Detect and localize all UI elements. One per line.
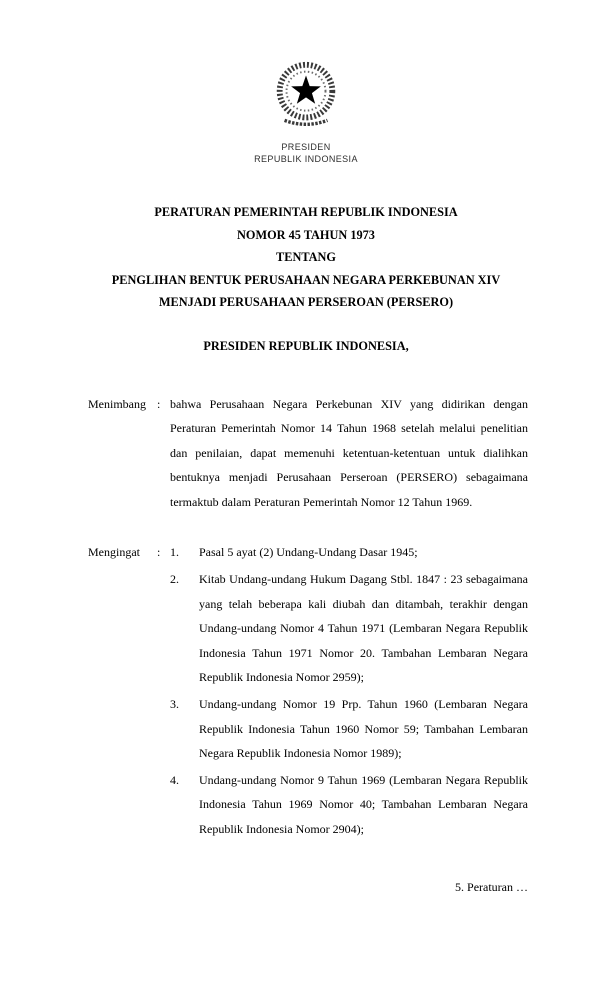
page-continuation-note: 5. Peraturan …: [455, 880, 528, 894]
item-text: Kitab Undang-undang Hukum Dagang Stbl. 1847 : 23 sebagaimana yang telah beberapa kali diubah dan ditambah, terakhir dengan Undang-undang Nomor 4 Tahun 1971 (Lembaran Negara Republik Indonesia Tahun 1971 Nomor 20. Tambahan Lembaran Negara Republik Indonesia Nomor 2959);: [199, 572, 528, 685]
item-number: 1.: [170, 545, 179, 560]
title-line-5: MENJADI PERUSAHAAN PERSEROAN (PERSERO): [158, 295, 454, 309]
legal-basis-item: [170, 692, 528, 766]
salutation: PRESIDEN REPUBLIK INDONESIA,: [203, 338, 409, 353]
title-line-1: PERATURAN PEMERINTAH REPUBLIK INDONESIA: [154, 205, 458, 219]
considerations-label: Menimbang: [88, 396, 146, 411]
legal-basis-item: [170, 768, 528, 842]
document-title: [0, 201, 612, 314]
item-number: 4.: [170, 772, 179, 787]
legal-basis-list: [170, 540, 528, 843]
considerations-separator: :: [157, 396, 161, 411]
item-text: Undang-undang Nomor 19 Prp. Tahun 1960 (Lembaran Negara Republik Indonesia Tahun 1960 Nomor 59; Tambahan Lembaran Negara Republik Indonesia Nomor 1989);: [199, 697, 528, 761]
item-text: Pasal 5 ayat (2) Undang-Undang Dasar 1945;: [199, 545, 418, 560]
considerations-text: bahwa Perusahaan Negara Perkebunan XIV yang didirikan dengan Peraturan Pemerintah Nomor 14 Tahun 1968 setelah melalui penelitian dan penilaian, dapat memenuhi ketentuan-ketentuan untuk dialihkan bentuknya menjadi Perusahaan Perseroan (PERSERO) sebagaimana termaktub dalam Peraturan Pemerintah Nomor 12 Tahun 1969.: [170, 396, 528, 509]
legal-basis-section: [88, 540, 528, 843]
legal-basis-item: [170, 540, 528, 565]
agency-name-line1: PRESIDEN: [281, 142, 331, 152]
item-number: 2.: [170, 572, 179, 587]
legal-basis-item: [170, 567, 528, 690]
title-line-3: TENTANG: [276, 250, 336, 264]
item-number: 3.: [170, 697, 179, 712]
considerations-section: [88, 392, 528, 515]
item-text: Undang-undang Nomor 9 Tahun 1969 (Lembaran Negara Republik Indonesia Tahun 1969 Nomor 40; Tambahan Lembaran Negara Republik Indonesia Nomor 2904);: [199, 772, 528, 836]
legal-basis-label: Mengingat: [88, 545, 140, 560]
title-line-4: PENGLIHAN BENTUK PERUSAHAAN NEGARA PERKEBUNAN XIV: [111, 272, 501, 287]
title-line-2: NOMOR 45 TAHUN 1973: [237, 227, 375, 242]
letterhead: [0, 0, 612, 165]
agency-name-line2: REPUBLIK INDONESIA: [254, 154, 358, 164]
legal-basis-separator: :: [157, 545, 161, 560]
national-emblem-icon: [267, 58, 345, 136]
